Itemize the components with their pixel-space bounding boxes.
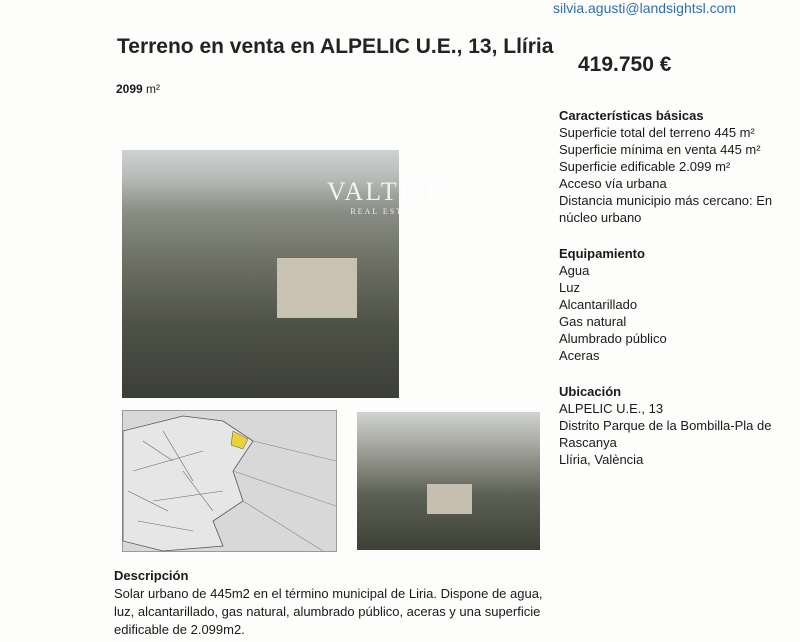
ubicacion-item: Llíria, València [559, 452, 644, 467]
equipamiento-item: Alcantarillado [559, 297, 638, 312]
listing-title: Terreno en venta en ALPELIC U.E., 13, Llíria [117, 35, 554, 58]
castle-shape [427, 484, 472, 514]
area-value: 2099 [116, 82, 143, 96]
main-aerial-photo [122, 150, 447, 398]
location-map [122, 410, 337, 552]
secondary-aerial-photo [357, 412, 540, 550]
ubicacion-item: ALPELIC U.E., 13 [559, 401, 664, 416]
map-drawing [123, 411, 336, 551]
area-unit: m² [146, 82, 161, 96]
listing-area [116, 82, 160, 96]
ubicacion-item: Distrito Parque de la Bombilla-Pla de Rascanya [559, 418, 772, 450]
equipamiento-heading: Equipamiento [559, 246, 645, 261]
equipamiento-item: Alumbrado público [559, 331, 667, 346]
ubicacion-heading: Ubicación [559, 384, 622, 399]
caracteristica-item: Superficie total del terreno 445 m² [559, 125, 755, 140]
descripcion-section [114, 567, 544, 639]
watermark-brand: VALTIER [327, 177, 447, 206]
castle-shape [277, 258, 357, 318]
caracteristica-item: Superficie edificable 2.099 m² [559, 159, 731, 174]
watermark-logo [327, 177, 446, 216]
caracteristica-item: Acceso vía urbana [559, 176, 667, 191]
listing-price: 419.750 € [578, 53, 672, 76]
equipamiento-item: Gas natural [559, 314, 627, 329]
descripcion-text: Solar urbano de 445m2 en el término municipal de Liria. Dispone de agua, luz, alcantarillado, gas natural, alumbrado público, aceras y una superficie edificable de 2.099m2. [114, 586, 543, 637]
contact-email[interactable]: silvia.agusti@landsightsl.com [553, 0, 737, 16]
equipamiento-item: Aceras [559, 348, 600, 363]
equipamiento-item: Agua [559, 263, 590, 278]
ubicacion-section [559, 383, 784, 468]
equipamiento-item: Luz [559, 280, 580, 295]
caracteristicas-heading: Características básicas [559, 108, 704, 123]
descripcion-heading: Descripción [114, 568, 189, 583]
watermark-sub: REAL ESTATE [350, 207, 424, 216]
caracteristica-item: Distancia municipio más cercano: En núcleo urbano [559, 193, 773, 225]
equipamiento-section [559, 245, 784, 364]
caracteristica-item: Superficie mínima en venta 445 m² [559, 142, 761, 157]
caracteristicas-section [559, 107, 784, 226]
